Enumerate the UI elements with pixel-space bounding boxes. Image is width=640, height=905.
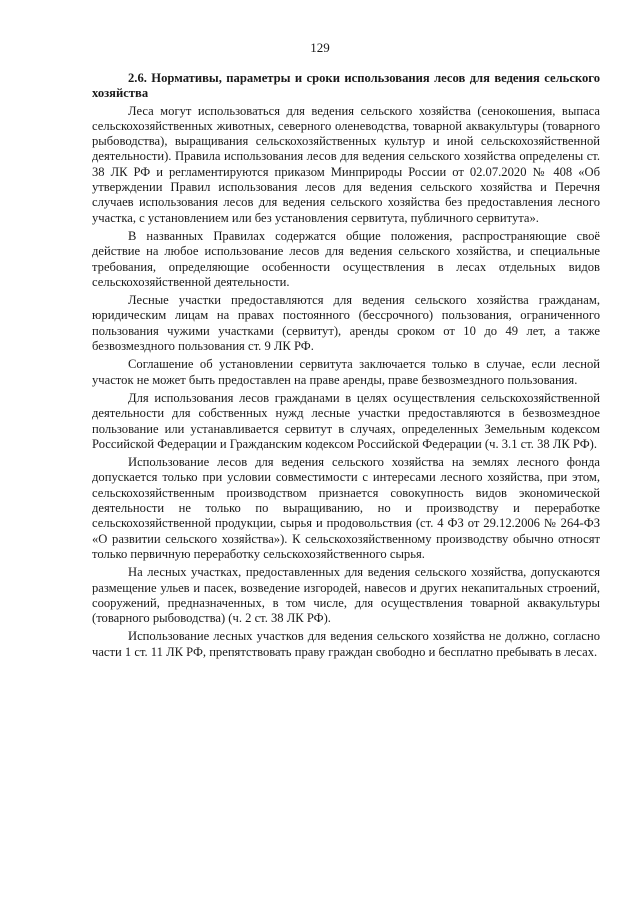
paragraph: Лесные участки предоставляются для ведения сельского хозяйства гражданам, юридическим лицам на правах постоянного (бессрочного) пользования, ограниченного пользования чужими участками (сервитут), аренды сроком от 10 до 49 лет, а также безвозмездного пользования ст. 9 ЛК РФ. bbox=[92, 293, 600, 354]
paragraph: Соглашение об установлении сервитута заключается только в случае, если лесной участок не может быть предоставлен на праве аренды, праве безвозмездного пользования. bbox=[92, 357, 600, 387]
paragraph: Использование лесных участков для ведения сельского хозяйства не должно, согласно части 1 ст. 11 ЛК РФ, препятствовать праву граждан свободно и бесплатно пребывать в лесах. bbox=[92, 629, 600, 659]
paragraph: В названных Правилах содержатся общие положения, распространяющие своё действие на любое использование лесов для ведения сельского хозяйства, и специальные требования, определяющие особенности осуществления в лесах отдельных видов сельскохозяйственной деятельности. bbox=[92, 228, 600, 289]
paragraph: Леса могут использоваться для ведения сельского хозяйства (сенокошения, выпаса сельскохозяйственных животных, северного оленеводства, товарной аквакультуры (товарного рыбоводства), выращивания сельскохозяйственных культур и иной сельскохозяйственной деятельности). Правила использования лесов для ведения сельского хозяйства определены ст. 38 ЛК РФ и регламентируются приказом Минприроды России от 02.07.2020 № 408 «Об утверждении Правил использования лесов для ведения сельского хозяйства и Перечня случаев использования лесов для ведения сельского хозяйства без предоставления лесного участка, с установлением или без установления сервитута, публичного сервитута». bbox=[92, 103, 600, 225]
paragraph: На лесных участках, предоставленных для ведения сельского хозяйства, допускаются размещение ульев и пасек, возведение изгородей, навесов и других некапитальных строений, сооружений, предназначенных, в том числе, для осуществления товарной аквакультуры (товарного рыбоводства) (ч. 2 ст. 38 ЛК РФ). bbox=[92, 565, 600, 626]
document-body bbox=[92, 71, 600, 663]
paragraph: Для использования лесов гражданами в целях осуществления сельскохозяйственной деятельности для собственных нужд лесные участки предоставляются в безвозмездное пользование или устанавливается сервитут в случаях, определенных Земельным кодексом Российской Федерации и Гражданским кодексом Российской Федерации (ч. 3.1 ст. 38 ЛК РФ). bbox=[92, 390, 600, 451]
page-number: 129 bbox=[310, 40, 330, 55]
paragraph: Использование лесов для ведения сельского хозяйства на землях лесного фонда допускается только при условии совместимости с интересами лесного хозяйства, при этом, сельскохозяйственным производством признается совокупность видов экономической деятельности не только по выращиванию, но и производству и переработке сельскохозяйственной продукции, сырья и продовольствия (ст. 4 ФЗ от 29.12.2006 № 264-ФЗ «О развитии сельского хозяйства»). К сельскохозяйственному производству обычно относят только первичную переработку сельскохозяйственного сырья. bbox=[92, 455, 600, 561]
section-heading: 2.6. Нормативы, параметры и сроки использования лесов для ведения сельского хозяйства bbox=[92, 71, 600, 101]
